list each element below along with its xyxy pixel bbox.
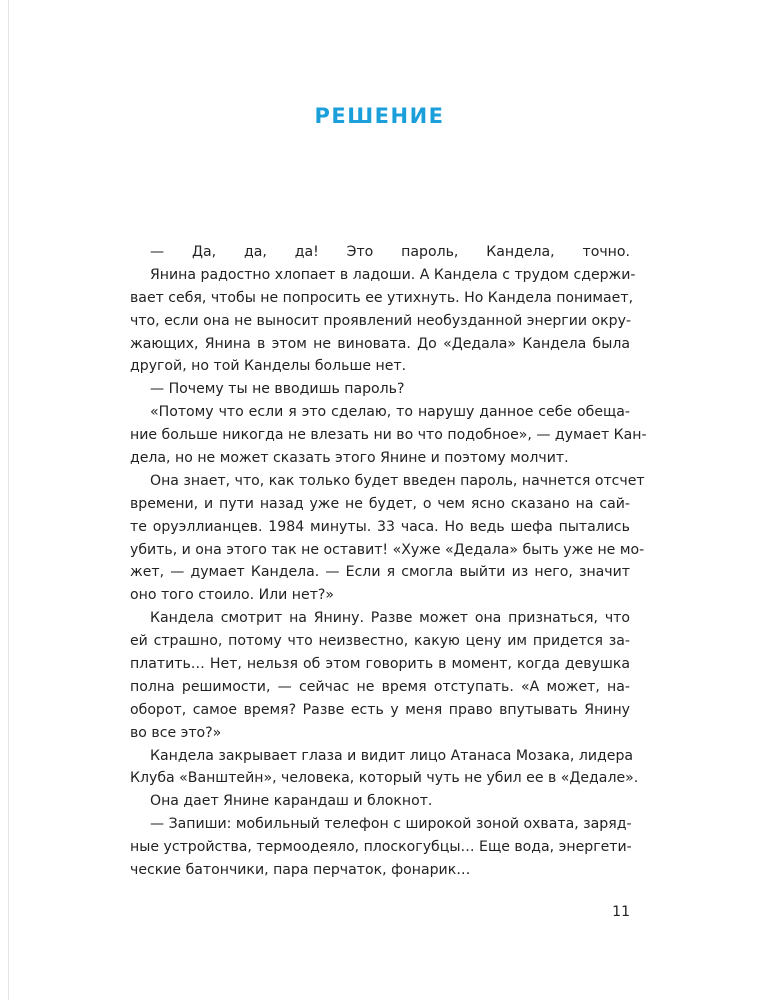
text-line: ческие батончики, пара перчаток, фонарик… [130, 862, 471, 879]
text-line: ные устройства, термоодеяло, плоскогубцы… Еще вода, энергети- [130, 839, 632, 856]
body-text [130, 241, 647, 882]
text-line: — Да, да, да! Это пароль, Кандела, точно. [150, 244, 630, 260]
text-line: жающих, Янина в этом не виновата. До «Дедала» Кандела была [130, 335, 630, 352]
text-line: что, если она не выносит проявлений необузданной энергии окру- [130, 312, 632, 329]
text-line: Кандела смотрит на Янину. Разве может она признаться, что [150, 610, 630, 627]
text-line: дела, но не может сказать этого Янине и поэтому молчит. [130, 450, 569, 467]
text-line: «Потому что если я это сделаю, то нарушу данное себе обеща- [150, 404, 630, 421]
text-line: времени, и пути назад уже не будет, о чем ясно сказано на сай- [130, 495, 630, 512]
text-line: ние больше никогда не влезать ни во что подобное», — думает Кан- [130, 427, 647, 444]
text-line: убить, и она этого так не оставит! «Хуже «Дедала» быть уже не мо- [130, 541, 645, 558]
text-line: оно того стоило. Или нет?» [130, 587, 335, 604]
text-line: жет, — думает Кандела. — Если я смогла выйти из него, значит [130, 564, 630, 581]
text-line: Она знает, что, как только будет введен пароль, начнется отсчет [150, 472, 645, 489]
text-line: Янина радостно хлопает в ладоши. А Кандела с трудом сдержи- [150, 266, 636, 283]
chapter-title: РЕШЕНИЕ [314, 104, 445, 128]
text-line: другой, но той Канделы больше нет. [130, 358, 407, 375]
page-edge [8, 0, 9, 1000]
text-line: полна решимости, — сейчас не время отступать. «А может, на- [130, 678, 630, 695]
text-line: те оруэллианцев. 1984 минуты. 33 часа. Но ведь шефа пытались [130, 518, 630, 535]
text-line: Кандела закрывает глаза и видит лицо Атанаса Мозака, лидера [150, 747, 634, 764]
text-line: оборот, самое время? Разве есть у меня право впутывать Янину [130, 701, 630, 718]
text-line: во все это?» [130, 724, 222, 741]
text-line: ей страшно, потому что неизвестно, какую цену им придется за- [130, 633, 630, 650]
text-line: — Почему ты не вводишь пароль? [150, 381, 405, 398]
text-line: вает себя, чтобы не попросить ее утихнуть. Но Кандела понимает, [130, 289, 634, 306]
text-line: — Запиши: мобильный телефон с широкой зоной охвата, заряд- [150, 816, 632, 833]
text-line: Клуба «Ванштейн», человека, который чуть не убил ее в «Дедале». [130, 770, 639, 787]
page-number: 11 [612, 904, 630, 920]
text-line: Она дает Янине карандаш и блокнот. [150, 793, 433, 810]
text-line: платить… Нет, нельзя об этом говорить в момент, когда девушка [130, 656, 630, 673]
